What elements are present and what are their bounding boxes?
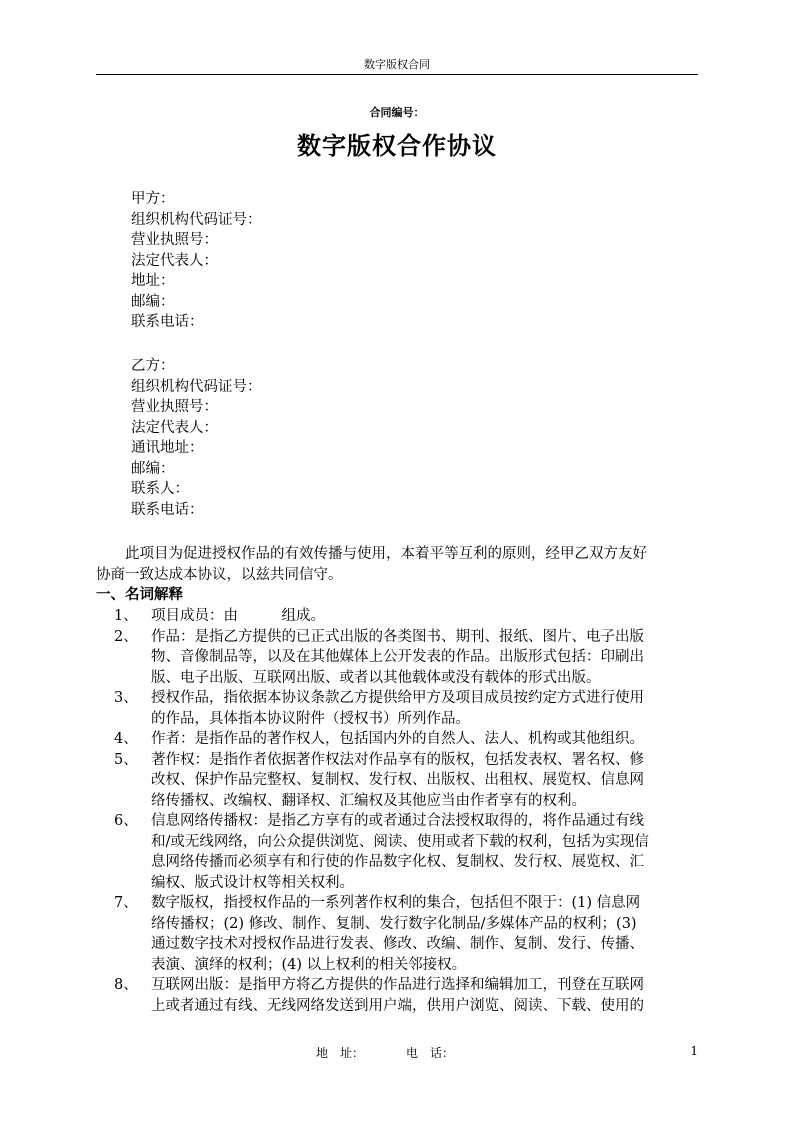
definition-number: 8、 [114,977,138,993]
definition-number: 1、 [114,608,138,624]
header-rule [96,74,698,75]
definition-line: 络传播权；(2) 修改、制作、复制、发行数字化制品/多媒体产品的权利；(3) [151,915,637,932]
party-a-org-code: 组织机构代码证号： [131,211,262,228]
party-b-block [131,356,262,520]
definition-line: 项目成员：由 组成。 [151,608,325,624]
definition-line: 和/或无线网络，向公众提供浏览、阅读、使用或者下载的权利，包括为实现信 [151,833,649,850]
intro-line: 协商一致达成本协议，以兹共同信守。 [96,566,343,583]
party-b-contact: 联系人： [131,481,189,497]
definition-item [96,893,698,975]
party-b-legal-rep: 法定代表人： [131,419,218,436]
definition-item [96,750,698,812]
definition-line: 版、电子出版、互联网出版、或者以其他载体或没有载体的形式出版。 [151,669,601,686]
definition-line: 作者：是指作品的著作权人，包括国内外的自然人、法人、机构或其他组织。 [151,731,644,747]
definition-number: 4、 [114,731,138,747]
definition-line: 互联网出版：是指甲方将乙方提供的作品进行选择和编辑加工，刊登在互联网 [151,977,644,993]
party-b-name: 乙方： [131,358,175,374]
definition-line: 通过数字技术对授权作品进行发表、修改、改编、制作、复制、发行、传播、 [151,936,644,952]
definition-line: 络传播权、改编权、翻译权、汇编权及其他应当由作者享有的权利。 [151,792,586,809]
definition-line: 授权作品，指依据本协议条款乙方提供给甲方及项目成员按约定方式进行使用 [151,690,644,706]
party-b-license: 营业执照号： [131,399,218,415]
definitions-list [96,606,698,1016]
party-b-org-code: 组织机构代码证号： [131,378,262,395]
definition-line: 上或者通过有线、无线网络发送到用户端，供用户浏览、阅读、下载、使用的 [151,997,644,1014]
definition-number: 2、 [114,628,138,645]
definition-item [96,627,698,689]
intro-line: 此项目为促进授权作品的有效传播与使用，本着平等互利的原则，经甲乙双方友好 [96,546,647,562]
definition-number: 5、 [114,751,138,768]
footer-phone: 电 话： [406,1046,455,1060]
definition-line: 息网络传播而必须享有和行使的作品数字化权、复制权、发行权、展览权、汇 [151,854,644,870]
definition-number: 6、 [114,813,138,829]
document-title: 数字版权合作协议 [297,132,497,160]
contract-number-label: 合同编号： [369,106,425,119]
footer-address: 地 址： [316,1046,365,1060]
definition-item [96,606,698,627]
party-a-legal-rep: 法定代表人： [131,252,218,269]
definition-number: 7、 [114,895,138,911]
definition-number: 3、 [114,690,138,706]
definition-item [96,688,698,729]
running-header: 数字版权合同 [364,58,430,71]
definition-line: 的作品，具体指本协议附件（授权书）所列作品。 [151,710,470,727]
definition-item [96,811,698,893]
definition-line: 改权、保护作品完整权、复制权、发行权、出版权、出租权、展览权、信息网 [151,772,644,788]
definition-item [96,975,698,1016]
definition-item [96,729,698,750]
definition-line: 信息网络传播权：是指乙方享有的或者通过合法授权取得的，将作品通过有线 [151,813,644,829]
party-a-address: 地址： [131,273,175,289]
definition-line: 著作权：是指作者依据著作权法对作品享有的版权，包括发表权、署名权、修 [151,751,644,768]
definition-line: 作品：是指乙方提供的已正式出版的各类图书、期刊、报纸、图片、电子出版 [151,628,644,645]
party-a-license: 营业执照号： [131,232,218,248]
definition-line: 物、音像制品等，以及在其他媒体上公开发表的作品。出版形式包括：印刷出 [151,649,644,665]
definition-line: 表演、演绎的权利；(4) 以上权利的相关邻接权。 [151,956,467,973]
intro-paragraph [96,544,698,585]
definition-line: 数字版权，指授权作品的一系列著作权利的集合，包括但不限于：(1) 信息网 [151,895,641,911]
section-heading: 一、名词解释 [96,587,183,603]
party-a-block [131,189,262,333]
party-b-phone: 联系电话： [131,501,204,518]
page-number: 1 [690,1044,698,1058]
party-b-address: 通讯地址： [131,440,204,456]
party-a-phone: 联系电话： [131,314,204,330]
definition-line: 编权、版式设计权等相关权利。 [151,874,354,891]
party-a-name: 甲方： [131,191,175,207]
party-b-postcode: 邮编： [131,460,175,477]
party-a-postcode: 邮编： [131,293,175,310]
